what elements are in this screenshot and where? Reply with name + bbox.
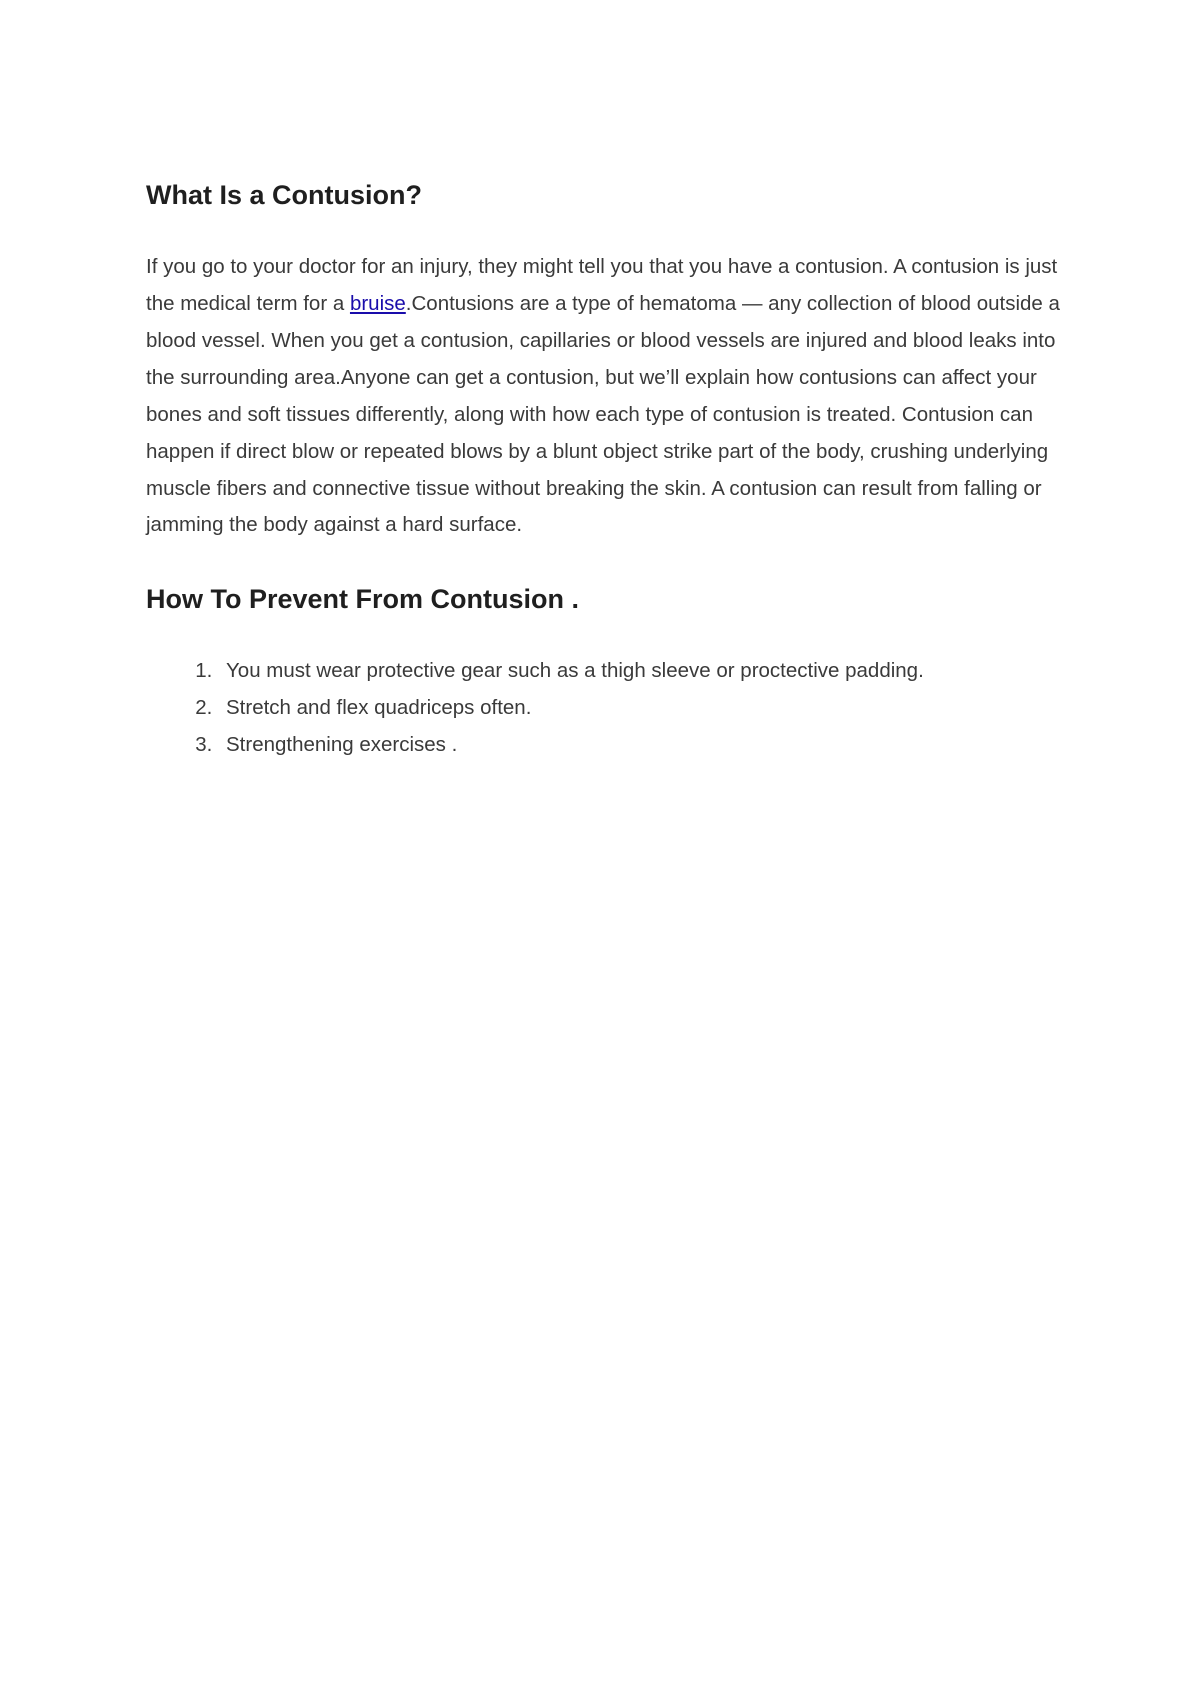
prevention-list: [146, 653, 1071, 764]
list-item: 2. Stretch and flex quadriceps often.: [218, 690, 1071, 727]
section-heading-what-is-contusion: What Is a Contusion?: [146, 180, 422, 210]
section-heading-prevention: How To Prevent From Contusion .: [146, 584, 580, 615]
paragraph-text-after-link: .Contusions are a type of hematoma — any collection of blood outside a blood vessel. When you get a contusion, capillaries or blood vessels are injured and blood leaks into the surrounding area.Anyone can get a contusion, but we’ll explain how contusions can affect your bones and soft tissues differently, along with how each type of contusion is treated. Contusion can happen if direct blow or repeated blows by a blunt object strike part of the body, crushing underlying muscle fibers and connective tissue without breaking the skin. A contusion can result from falling or jamming the body against a hard surface.: [146, 292, 1060, 537]
list-item: 3. Strengthening exercises .: [218, 727, 1071, 764]
bruise-link[interactable]: bruise: [349, 292, 406, 315]
document-page: [146, 178, 1071, 764]
intro-paragraph: [146, 249, 1071, 544]
paragraph-text-before-link: If you go to your doctor for an injury, they might tell you that you have a contusion. A contusion is just the medical term for a: [146, 255, 1058, 315]
list-item: 1. You must wear protective gear such as a thigh sleeve or proctective padding.: [218, 653, 1071, 690]
